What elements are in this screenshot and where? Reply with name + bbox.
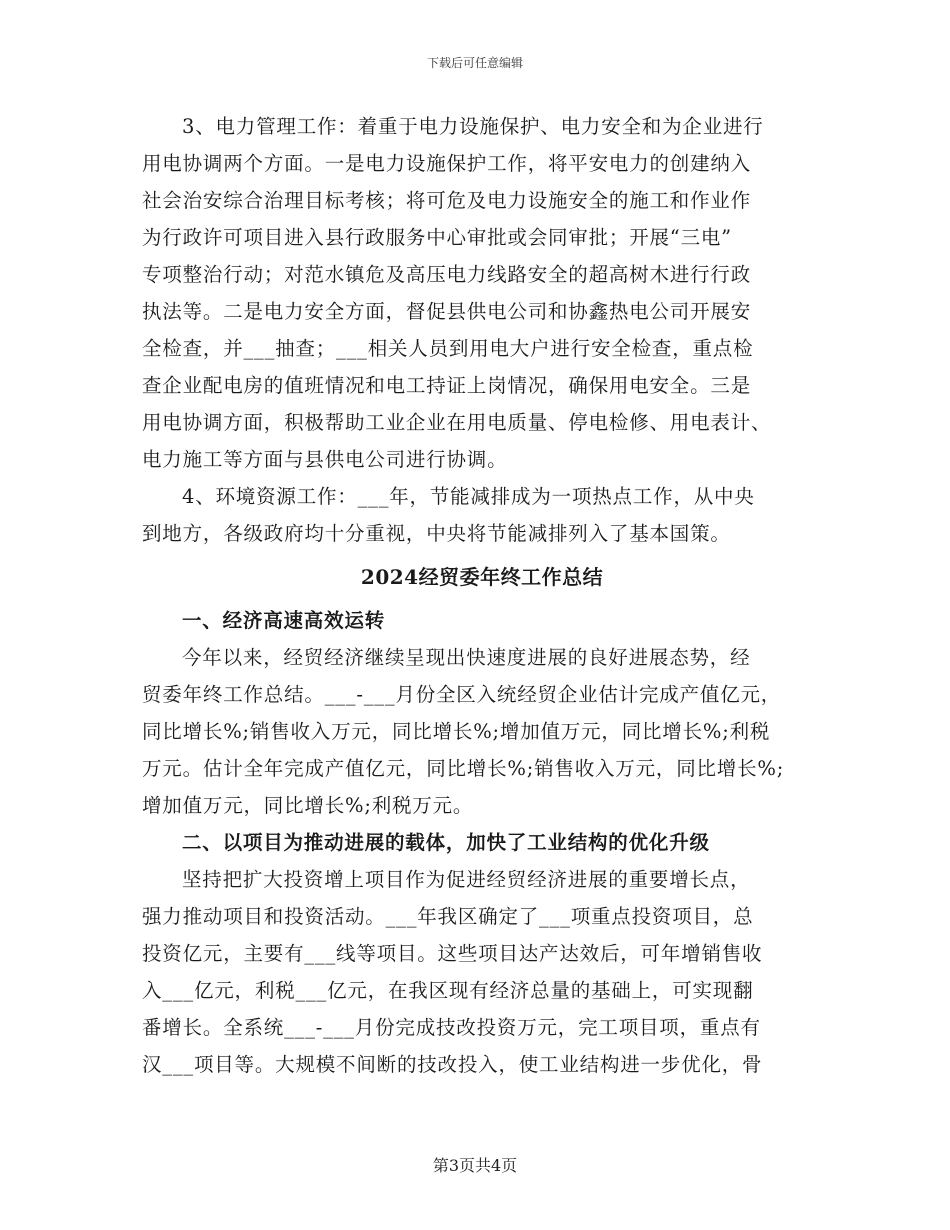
- paragraph-line: 贸委年终工作总结。___-___月份全区入统经贸企业估计完成产值亿元，: [142, 683, 782, 706]
- document-title: 2024经贸委年终工作总结: [360, 565, 604, 589]
- paragraph-line: 增加值万元，同比增长%;利税万元。: [142, 794, 474, 817]
- paragraph-line: 全检查，并___抽查；___相关人员到用电大户进行安全检查，重点检: [142, 337, 754, 360]
- paragraph-line: 专项整治行动；对范水镇危及高压电力线路安全的超高树木进行行政: [142, 263, 752, 286]
- paragraph-line: 为行政许可项目进入县行政服务中心审批或会同审批；开展“三电”: [142, 226, 732, 249]
- paragraph-line: 用电协调方面，积极帮助工业企业在用电质量、停电检修、用电表计、: [142, 411, 772, 434]
- paragraph-line: 今年以来，经贸经济继续呈现出快速度进展的良好进展态势，经: [182, 646, 751, 669]
- paragraph-line: 投资亿元，主要有___线等项目。这些项目达产达效后，可年增销售收: [142, 942, 763, 965]
- paragraph-line: 同比增长%;销售收入万元，同比增长%;增加值万元，同比增长%;利税: [142, 720, 771, 743]
- paragraph-line: 汉___项目等。大规模不间断的技改投入，使工业结构进一步优化，骨: [142, 1053, 763, 1076]
- section-heading-1: 一、经济高速高效运转: [182, 609, 386, 632]
- paragraph-line: 入___亿元，利税___亿元，在我区现有经济总量的基础上，可实现翻: [142, 979, 754, 1002]
- paragraph-line: 社会治安综合治理目标考核；将可危及电力设施安全的施工和作业作: [142, 189, 752, 212]
- paragraph-line: 4、环境资源工作：___年，节能减排成为一项热点工作，从中央: [182, 485, 755, 508]
- paragraph-line: 电力施工等方面与县供电公司进行协调。: [142, 448, 508, 471]
- paragraph-line: 3、电力管理工作：着重于电力设施保护、电力安全和为企业进行: [182, 115, 764, 138]
- paragraph-line: 查企业配电房的值班情况和电工持证上岗情况，确保用电安全。三是: [142, 374, 752, 397]
- download-note: 下载后可任意编辑: [426, 56, 523, 70]
- paragraph-line: 到地方，各级政府均十分重视，中央将节能减排列入了基本国策。: [142, 522, 731, 545]
- page-indicator: 第3页共4页: [432, 1156, 518, 1175]
- paragraph-line: 执法等。二是电力安全方面，督促县供电公司和协鑫热电公司开展安: [142, 300, 752, 323]
- paragraph-line: 番增长。全系统___-___月份完成技改投资万元，完工项目项，重点有: [142, 1016, 761, 1039]
- document-body: [142, 108, 822, 1083]
- paragraph-line: 用电协调两个方面。一是电力设施保护工作，将平安电力的创建纳入: [142, 152, 752, 175]
- section-heading-2: 二、以项目为推动进展的载体，加快了工业结构的优化升级: [182, 831, 710, 854]
- paragraph-line: 强力推动项目和投资活动。___年我区确定了___项重点投资项目，总: [142, 905, 754, 928]
- paragraph-line: 坚持把扩大投资增上项目作为促进经贸经济进展的重要增长点，: [182, 868, 751, 891]
- paragraph-line: 万元。估计全年完成产值亿元，同比增长%;销售收入万元，同比增长%;: [142, 757, 785, 780]
